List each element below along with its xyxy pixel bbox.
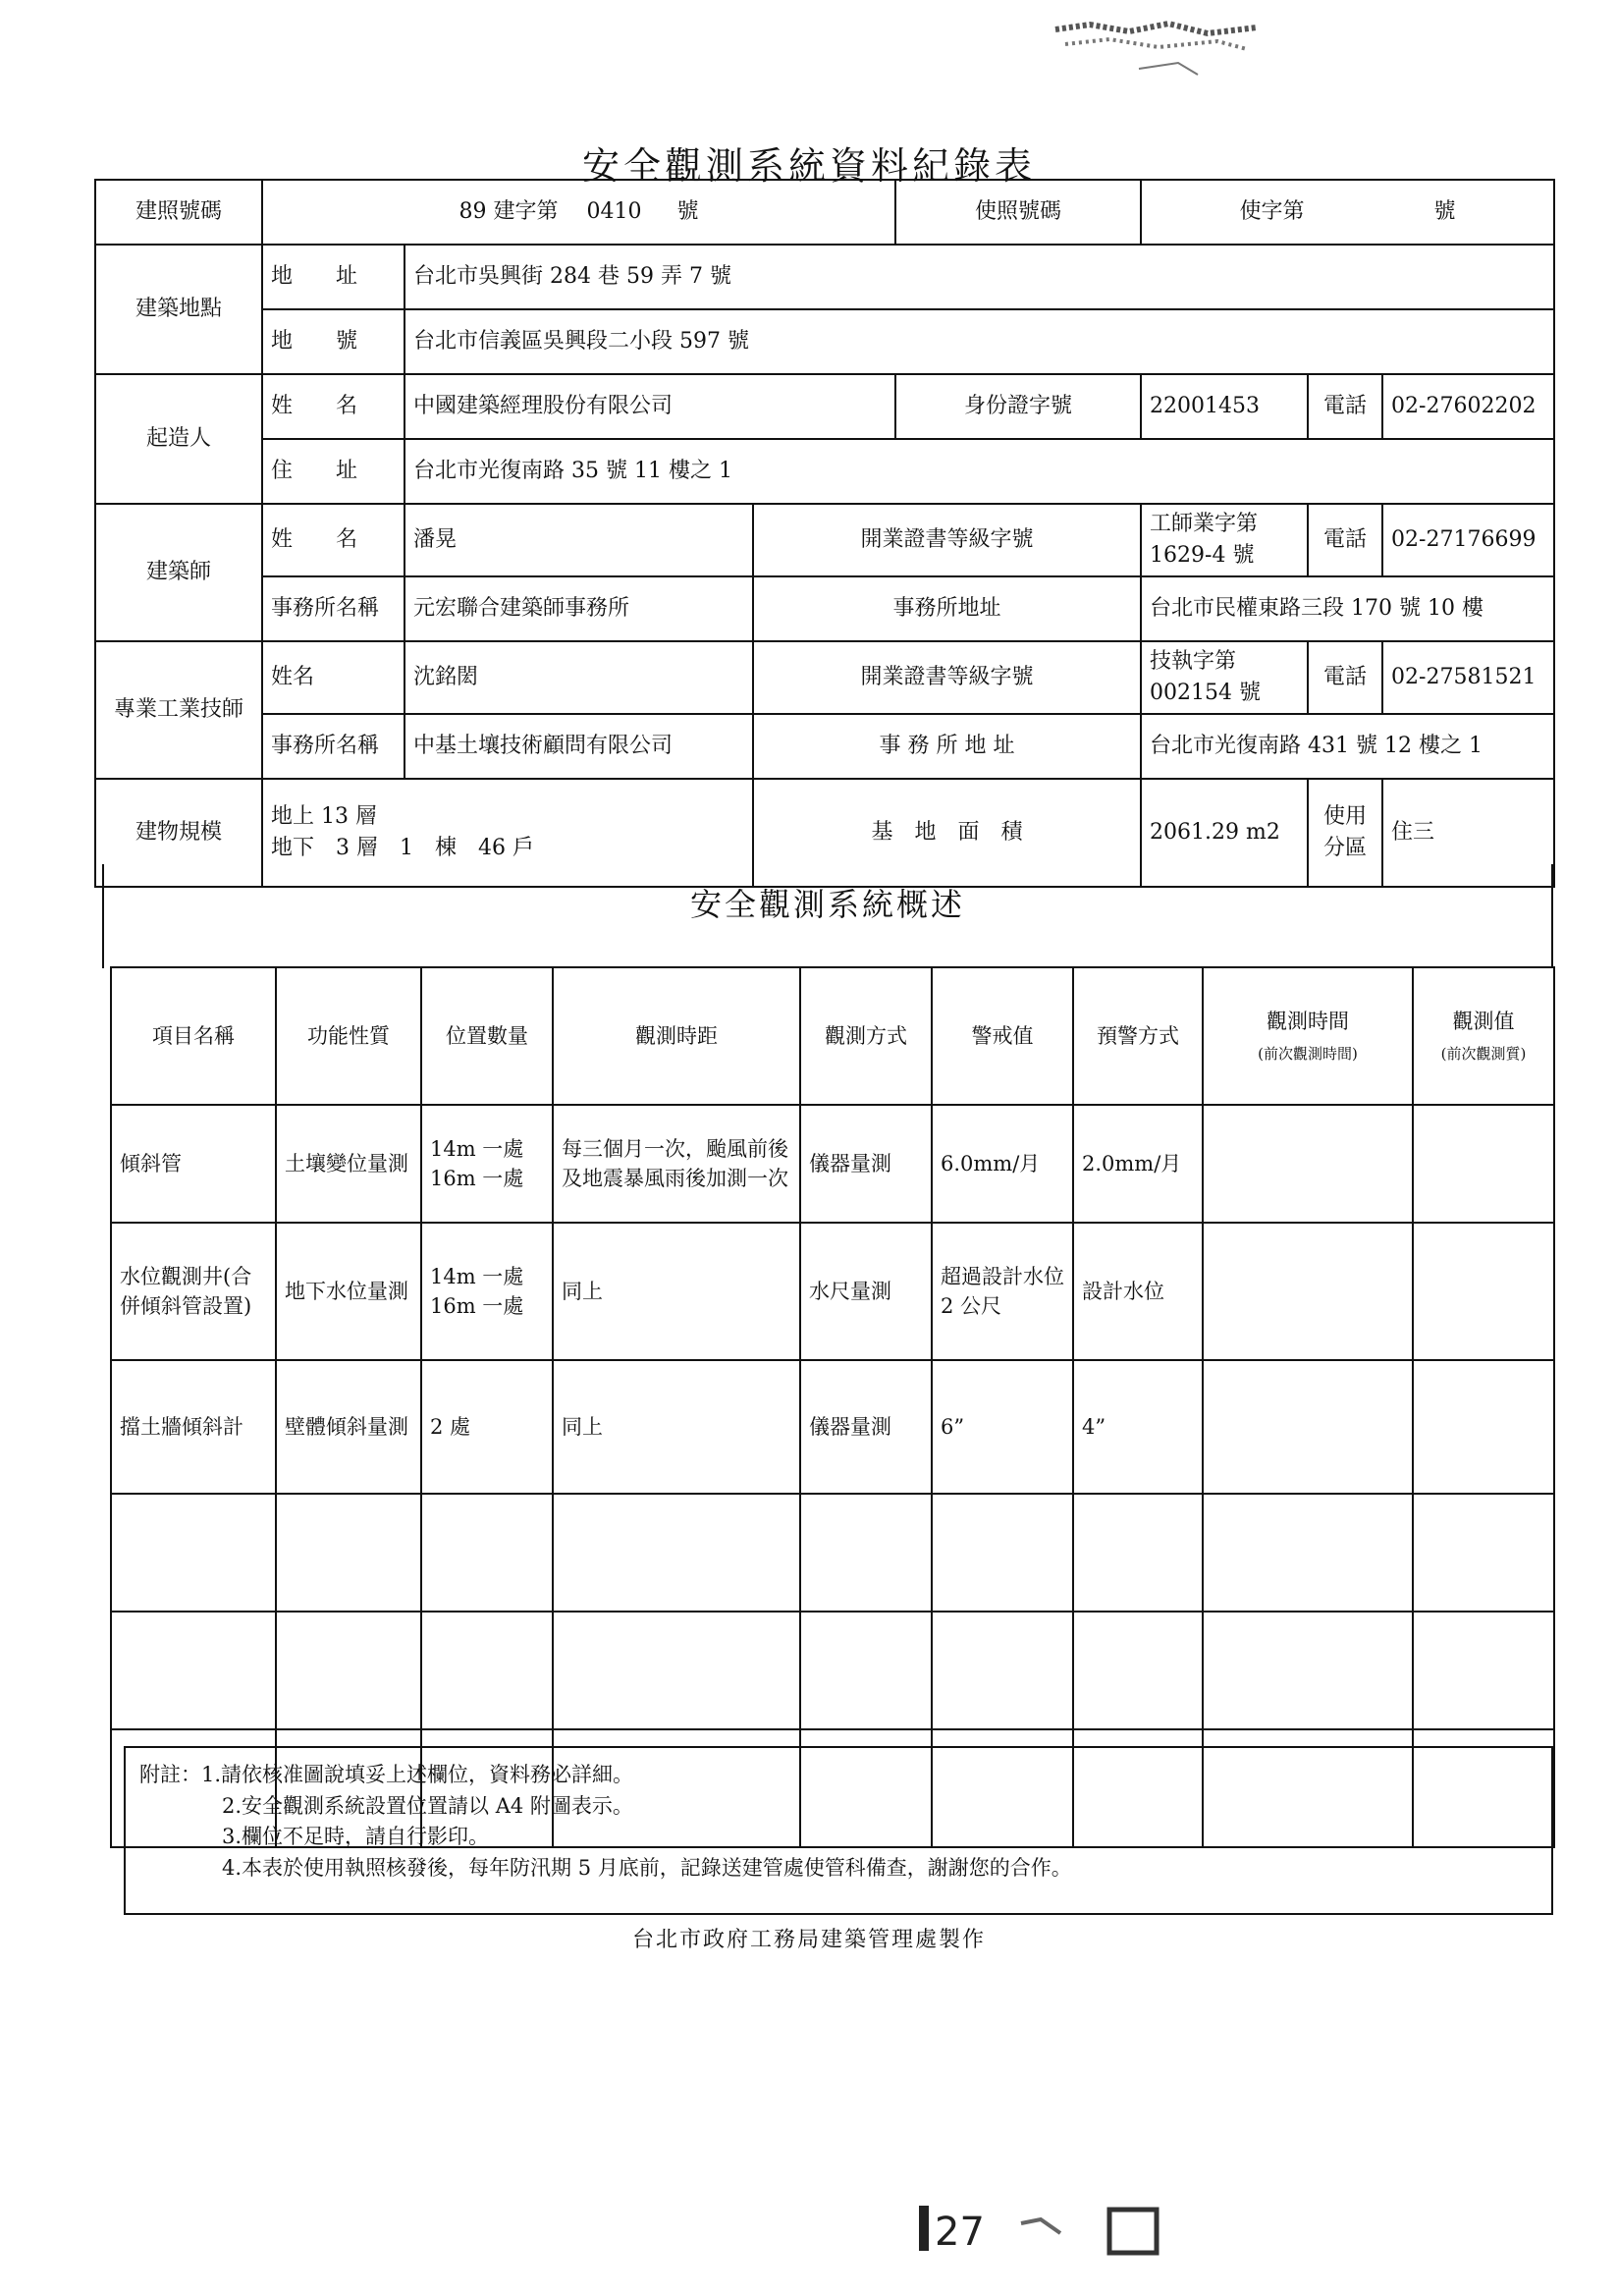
zoning-value: 住三	[1382, 779, 1554, 887]
wall-tiltmeter-row	[111, 1360, 1554, 1494]
architect-office-addr-value: 台北市民權東路三段 170 號 10 樓	[1141, 576, 1554, 641]
builder-id-value: 22001453	[1141, 374, 1308, 439]
engineer-office-label: 事務所名稱	[262, 714, 404, 779]
engineer-label: 專業工業技師	[95, 641, 262, 779]
overview-cell	[1413, 1612, 1554, 1729]
architect-label: 建築師	[95, 504, 262, 641]
builder-phone-label: 電話	[1308, 374, 1382, 439]
overview-cell	[1413, 1360, 1554, 1494]
overview-cell: 設計水位	[1073, 1223, 1203, 1360]
builder-label: 起造人	[95, 374, 262, 504]
overview-cell: 14m 一處 16m 一處	[421, 1105, 553, 1223]
overview-cell	[1413, 1223, 1554, 1360]
builder-address-row	[95, 439, 1554, 504]
overview-cell	[421, 1612, 553, 1729]
footer-agency: 台北市政府工務局建築管理處製作	[631, 1928, 986, 1952]
header-method: 觀測方式	[800, 967, 932, 1105]
overview-cell: 6.0mm/月	[932, 1105, 1073, 1223]
building-info-table	[94, 179, 1555, 888]
overview-cell	[1073, 1612, 1203, 1729]
empty-row	[111, 1612, 1554, 1729]
overview-cell: 水位觀測井(合併傾斜管設置)	[111, 1223, 276, 1360]
overview-cell	[421, 1494, 553, 1612]
overview-cell	[111, 1612, 276, 1729]
header-function: 功能性質	[276, 967, 421, 1105]
overview-cell	[111, 1494, 276, 1612]
scale-below: 地下 3 層 1 棟 46 戶	[271, 835, 534, 860]
zoning-label: 使用分區	[1308, 779, 1382, 887]
builder-name-label: 姓 名	[262, 374, 404, 439]
overview-cell: 地下水位量測	[276, 1223, 421, 1360]
architect-name-label: 姓 名	[262, 504, 404, 576]
architect-phone-label: 電話	[1308, 504, 1382, 576]
overview-title: 安全觀測系統概述	[689, 886, 965, 923]
overview-cell	[1203, 1494, 1413, 1612]
overview-cell: 6”	[932, 1360, 1073, 1494]
note-item: 4.本表於使用執照核發後，每年防汛期 5 月底前，記錄送建管處使管科備查，謝謝您的合作。	[222, 1855, 1072, 1880]
permit-label: 建照號碼	[95, 180, 262, 245]
overview-cell: 儀器量測	[800, 1360, 932, 1494]
address-label: 地 址	[262, 245, 404, 309]
note-text: 1.請依核准圖說填妥上述欄位，資料務必詳細。	[201, 1763, 634, 1786]
overview-cell: 同上	[553, 1360, 800, 1494]
engineer-office-value: 中基土壤技術顧問有限公司	[404, 714, 753, 779]
architect-office-value: 元宏聯合建築師事務所	[404, 576, 753, 641]
address-value: 台北市吳興街 284 巷 59 弄 7 號	[404, 245, 1554, 309]
builder-name-value: 中國建築經理股份有限公司	[404, 374, 895, 439]
header-value-sub: (前次觀測質)	[1440, 1045, 1527, 1064]
header-time-sub: (前次觀測時間)	[1258, 1045, 1358, 1064]
engineer-name-value: 沈銘閎	[404, 641, 753, 714]
overview-cell: 14m 一處 16m 一處	[421, 1223, 553, 1360]
overview-cell: 水尺量測	[800, 1223, 932, 1360]
note-item: 3.欄位不足時，請自行影印。	[222, 1825, 490, 1848]
engineer-name-label: 姓名	[262, 641, 404, 714]
overview-cell	[276, 1494, 421, 1612]
overview-cell: 超過設計水位 2 公尺	[932, 1223, 1073, 1360]
overview-cell	[800, 1494, 932, 1612]
site-label: 建築地點	[95, 245, 262, 374]
lot-row	[95, 309, 1554, 374]
area-label: 基 地 面 積	[753, 779, 1141, 887]
builder-address-value: 台北市光復南路 35 號 11 樓之 1	[404, 439, 1554, 504]
overview-cell	[1203, 1223, 1413, 1360]
empty-row	[111, 1494, 1554, 1612]
architect-license-label: 開業證書等級字號	[753, 504, 1141, 576]
scale-label: 建物規模	[95, 779, 262, 887]
overview-cell	[1073, 1494, 1203, 1612]
overview-cell: 土壤變位量測	[276, 1105, 421, 1223]
page-number-stamp	[913, 2194, 1168, 2263]
builder-id-label: 身份證字號	[895, 374, 1141, 439]
overview-cell: 2 處	[421, 1360, 553, 1494]
engineer-license-value: 技執字第 002154 號	[1141, 641, 1308, 714]
header-warning: 預警方式	[1073, 967, 1203, 1105]
note-item: 2.安全觀測系統設置位置請以 A4 附圖表示。	[222, 1793, 633, 1818]
header-item: 項目名稱	[111, 967, 276, 1105]
water-well-row	[111, 1223, 1554, 1360]
overview-cell: 每三個月一次，颱風前後及地震暴風雨後加測一次	[553, 1105, 800, 1223]
header-value-label: 觀測值	[1452, 1009, 1515, 1033]
use-permit-label: 使照號碼	[895, 180, 1141, 245]
architect-name-value: 潘晃	[404, 504, 753, 576]
overview-cell	[1203, 1360, 1413, 1494]
builder-address-label: 住 址	[262, 439, 404, 504]
engineer-phone-label: 電話	[1308, 641, 1382, 714]
overview-cell	[932, 1612, 1073, 1729]
use-permit-value: 使字第 號	[1141, 180, 1554, 245]
overview-cell	[1203, 1105, 1413, 1223]
overview-cell	[553, 1494, 800, 1612]
header-time	[1203, 967, 1413, 1105]
header-value	[1413, 967, 1554, 1105]
architect-name-row	[95, 504, 1554, 576]
overview-cell: 儀器量測	[800, 1105, 932, 1223]
scale-above: 地上 13 層	[271, 803, 377, 829]
overview-cell: 壁體傾斜量測	[276, 1360, 421, 1494]
page-mark: 27	[935, 2210, 985, 2255]
architect-office-label: 事務所名稱	[262, 576, 404, 641]
engineer-office-addr-value: 台北市光復南路 431 號 12 樓之 1	[1141, 714, 1554, 779]
overview-cell	[932, 1494, 1073, 1612]
engineer-name-row	[95, 641, 1554, 714]
overview-cell: 2.0mm/月	[1073, 1105, 1203, 1223]
architect-office-row	[95, 576, 1554, 641]
engineer-license-label: 開業證書等級字號	[753, 641, 1141, 714]
notes-box	[124, 1746, 1553, 1915]
overview-cell	[1413, 1494, 1554, 1612]
overview-cell: 同上	[553, 1223, 800, 1360]
address-row	[95, 245, 1554, 309]
scan-stamp-mark	[1051, 20, 1276, 79]
lot-label: 地 號	[262, 309, 404, 374]
engineer-office-row	[95, 714, 1554, 779]
overview-cell: 4”	[1073, 1360, 1203, 1494]
permit-value: 89 建字第 0410 號	[262, 180, 895, 245]
engineer-phone-value: 02-27581521	[1382, 641, 1554, 714]
inclinometer-row	[111, 1105, 1554, 1223]
builder-phone-value: 02-27602202	[1382, 374, 1554, 439]
permit-row	[95, 180, 1554, 245]
overview-title-box	[102, 864, 1553, 968]
architect-license-value: 工師業字第 1629-4 號	[1141, 504, 1308, 576]
overview-cell	[276, 1612, 421, 1729]
page-title: 安全觀測系統資料紀錄表	[581, 144, 1036, 188]
overview-cell	[1413, 1105, 1554, 1223]
overview-cell: 擋土牆傾斜計	[111, 1360, 276, 1494]
overview-cell	[800, 1612, 932, 1729]
overview-cell	[553, 1612, 800, 1729]
note-item	[139, 1760, 1537, 1791]
header-interval: 觀測時距	[553, 967, 800, 1105]
lot-value: 台北市信義區吳興段二小段 597 號	[404, 309, 1554, 374]
header-alert: 警戒值	[932, 967, 1073, 1105]
overview-header-row	[111, 967, 1554, 1105]
builder-name-row	[95, 374, 1554, 439]
notes-prefix: 附註：	[139, 1763, 201, 1786]
header-time-label: 觀測時間	[1267, 1009, 1349, 1033]
engineer-office-addr-label: 事 務 所 地 址	[753, 714, 1141, 779]
architect-phone-value: 02-27176699	[1382, 504, 1554, 576]
architect-office-addr-label: 事務所地址	[753, 576, 1141, 641]
overview-cell	[1203, 1612, 1413, 1729]
overview-table	[110, 966, 1555, 1848]
area-value: 2061.29 m2	[1141, 779, 1308, 887]
overview-body	[111, 1105, 1554, 1847]
header-location: 位置數量	[421, 967, 553, 1105]
overview-cell: 傾斜管	[111, 1105, 276, 1223]
